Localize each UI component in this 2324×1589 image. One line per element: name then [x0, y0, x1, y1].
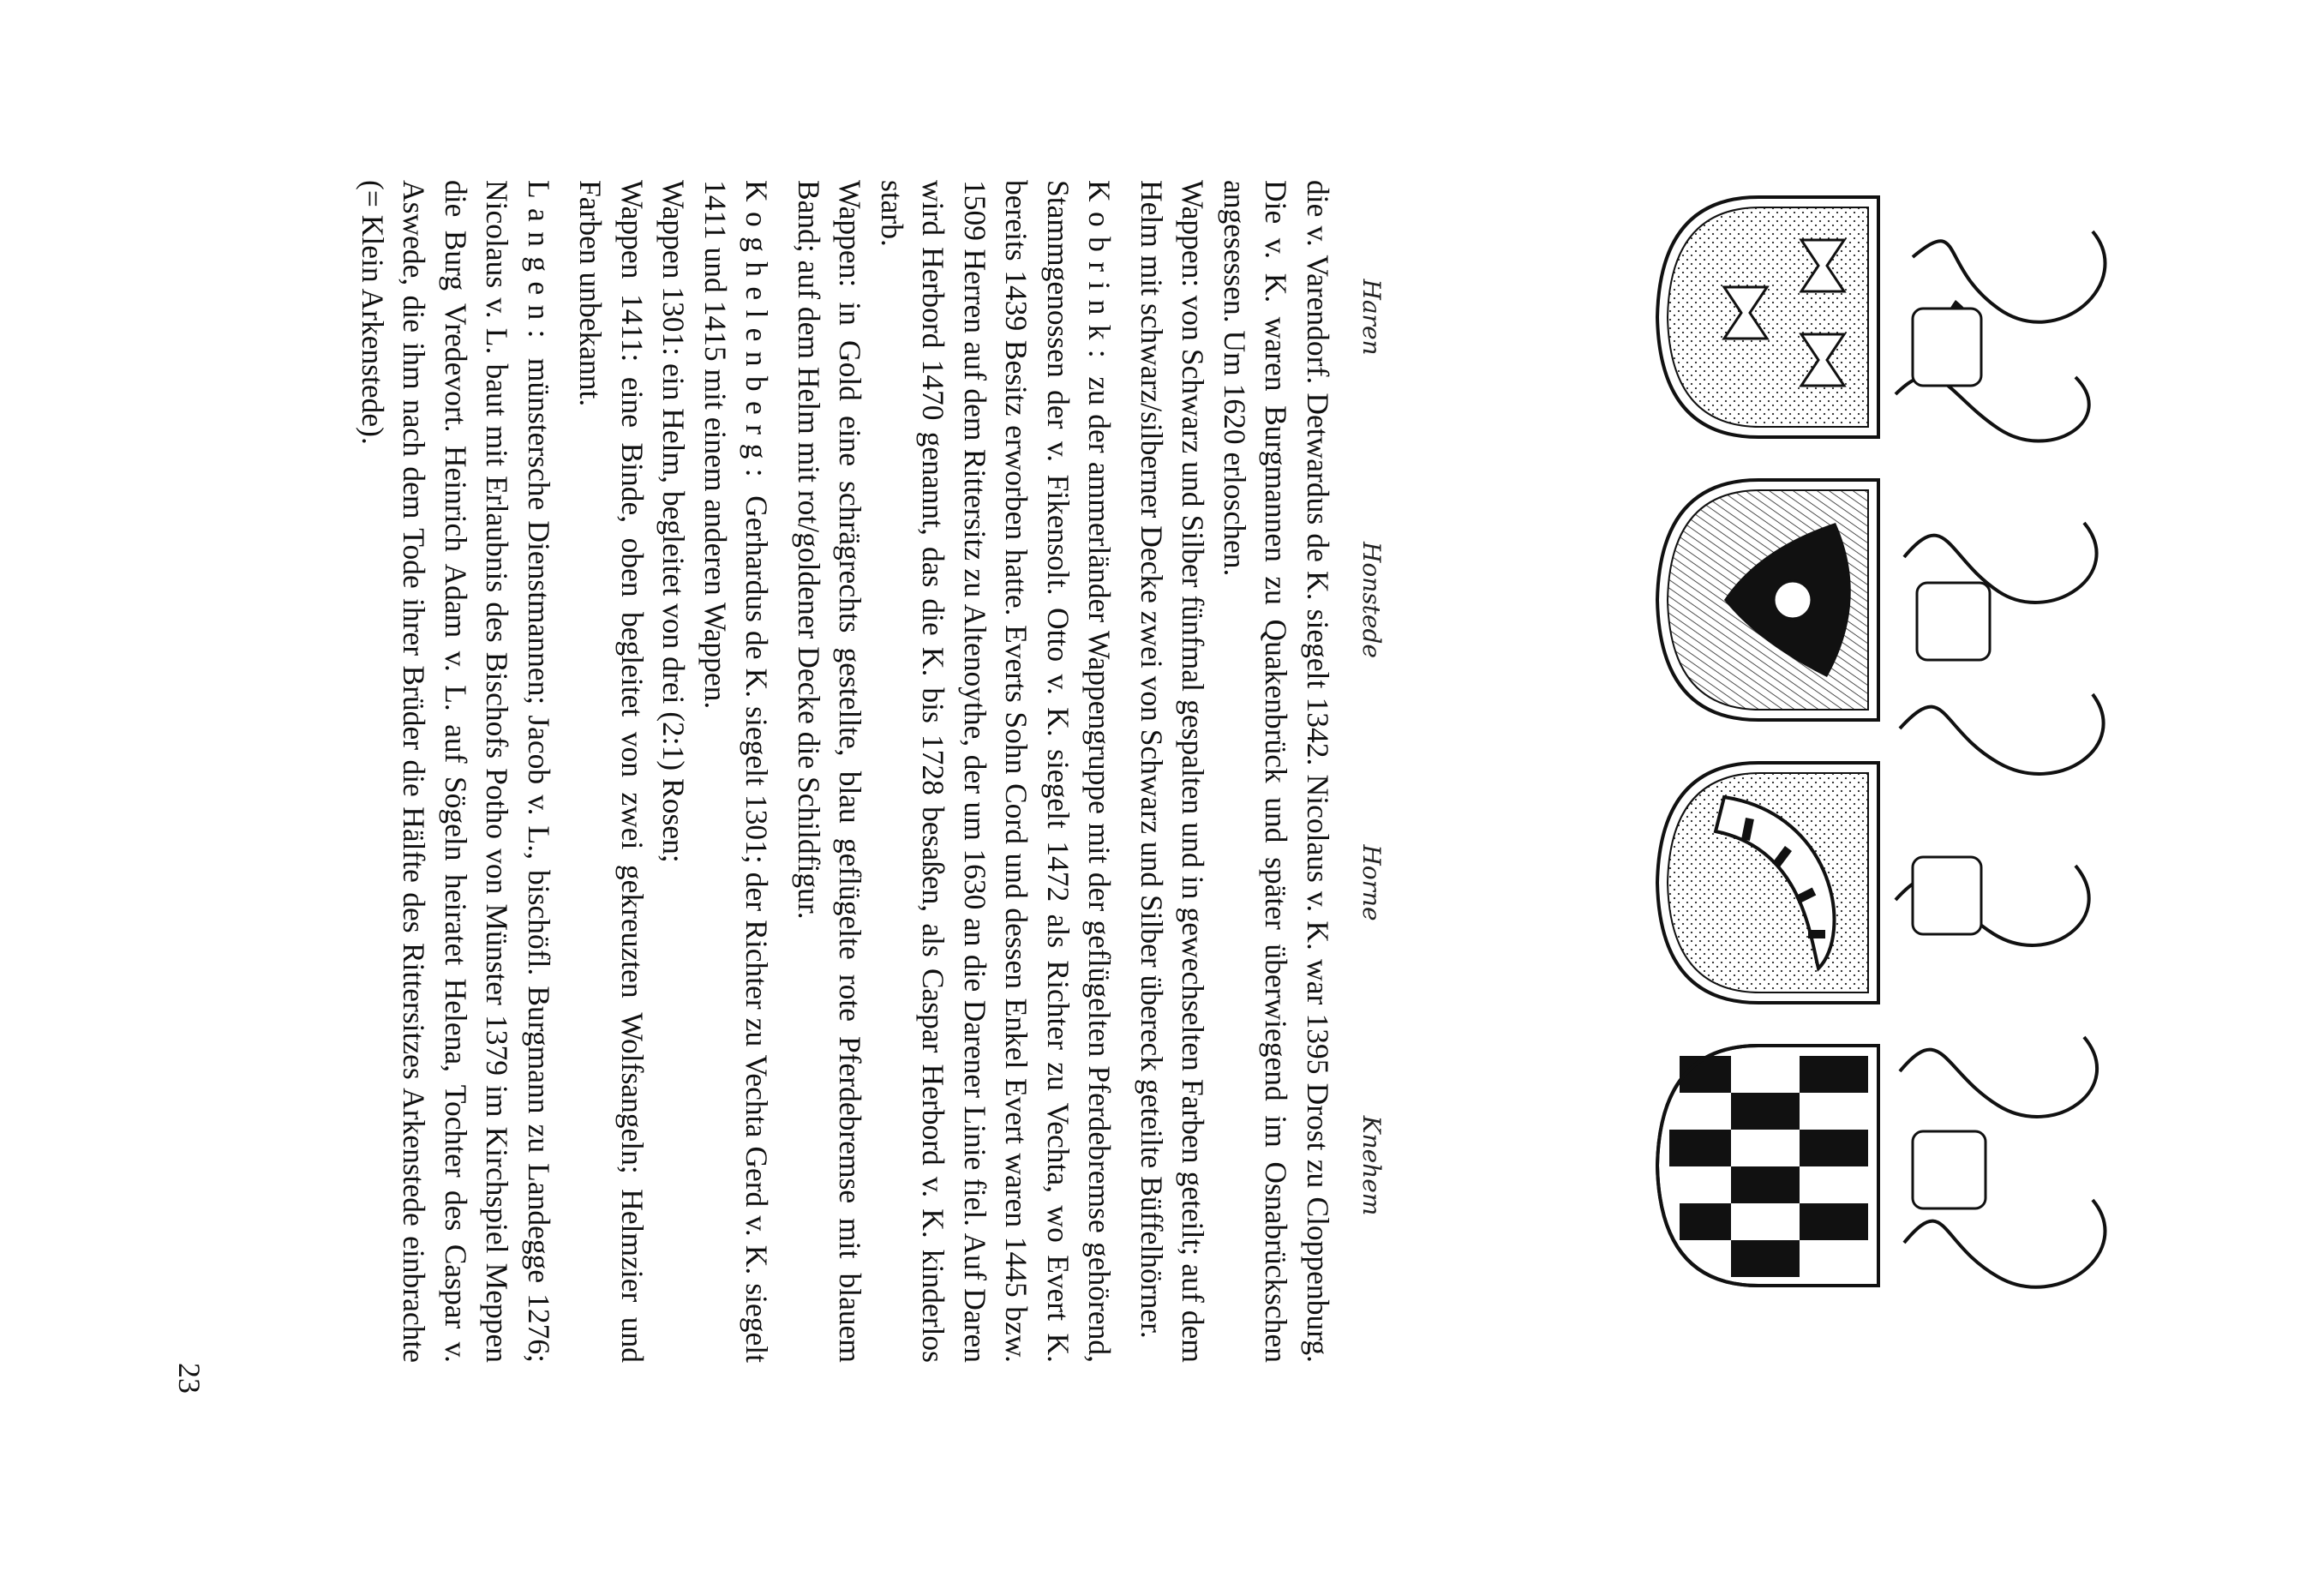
- shield-horne: [1657, 763, 1878, 1003]
- paragraph-langen-1: Langen: münstersche Dienstmannen; Jacob v. L., bischöfl. Burgmann zu Landegge 1276; Nicolaus v. L. baut mit Erlaubnis des Bischofs Potho von Münster 1379 im Kirchspiel Meppen die Burg Vredevort. Heinrich Adam v. L. auf Sögeln heiratet Helena, Tochter des Caspar v. Aswede, die ihm nach dem Tode ihrer Brüder die Hälfte des Rittersitzes Arkenstede einbrachte (= Klein Arkenstede).: [356, 180, 556, 1363]
- shield-honstede: [1657, 480, 1878, 720]
- mantling-fill: [1943, 300, 1988, 1208]
- shield-haren: [1657, 197, 1878, 437]
- coats-of-arms-illustration: [1647, 180, 2127, 1354]
- caption-honstede: Honstede: [1357, 542, 1386, 658]
- caption-haren: Haren: [1357, 279, 1386, 356]
- shield-knehem: [1657, 1046, 1878, 1286]
- entry-heading-koghelenberg: Koghelenberg:: [740, 180, 775, 487]
- helmets: [1913, 309, 1990, 1208]
- text-column: [352, 180, 1339, 1363]
- paragraph-kobrink-1: Kobrink: zu der ammerländer Wappengruppe mit der geflügelten Pferdebremse gehörend, Stammgenossen der v. Fikensolt. Otto v. K. siegelt 1472 als Richter zu Vechta, wo Evert K. bereits 1439 Besitz erworben hatte. Everts Sohn Cord und dessen Enkel Evert waren 1445 bzw. 1509 Herren auf dem Rittersitz zu Altenoythe, der um 1630 an die Darener Linie fiel. Auf Daren wird Herbord 1470 genannt, das die K. bis 1728 besaßen, als Caspar Herbord v. K. kinderlos starb.: [875, 180, 1117, 1363]
- entry-heading-langen: Langen:: [522, 180, 556, 348]
- paragraph-koghelenberg-1: Koghelenberg: Gerhardus de K. siegelt 1301; der Richter zu Vechta Gerd v. K. siegelt 1411 und 1415 mit einem anderen Wappen.: [698, 180, 775, 1363]
- caption-horne: Horne: [1357, 844, 1386, 921]
- paragraph-koghelenberg-3: Wappen 1411: eine Binde, oben begleitet von zwei gekreuzten Wolfsangeln; Helmzier und Farben unbekannt.: [573, 180, 650, 1363]
- paragraph-knehem-1: die v. Varendorf. Detwardus de K. siegelt 1342. Nicolaus v. K. war 1395 Drost zu Cloppenburg. Die v. K. waren Burgmannen zu Quakenbrück und später überwiegend im Osnabrückschen angesessen. Um 1620 erloschen.: [1218, 180, 1335, 1363]
- mantling-decoration: [1896, 231, 2105, 1287]
- entry-heading-kobrink: Kobrink:: [1082, 180, 1117, 369]
- caption-knehem: Knehem: [1357, 1115, 1386, 1216]
- paragraph-knehem-2: Wappen: von Schwarz und Silber fünfmal gespalten und in gewechselten Farben geteilt; auf dem Helm mit schwarz/silberner Decke zwei von Schwarz und Silber übereck geteilte Büffelhörner.: [1135, 180, 1211, 1363]
- paragraph-koghelenberg-2: Wappen 1301: ein Helm, begleitet von drei (2:1) Rosen;: [656, 180, 692, 863]
- page-number: 23: [172, 1363, 207, 1394]
- paragraph-kobrink-2: Wappen: in Gold eine schrägrechts gestellte, blau geflügelte rote Pferdebremse mit blauem Band; auf dem Helm mit rot/goldener Decke die Schildfigur.: [792, 180, 868, 1363]
